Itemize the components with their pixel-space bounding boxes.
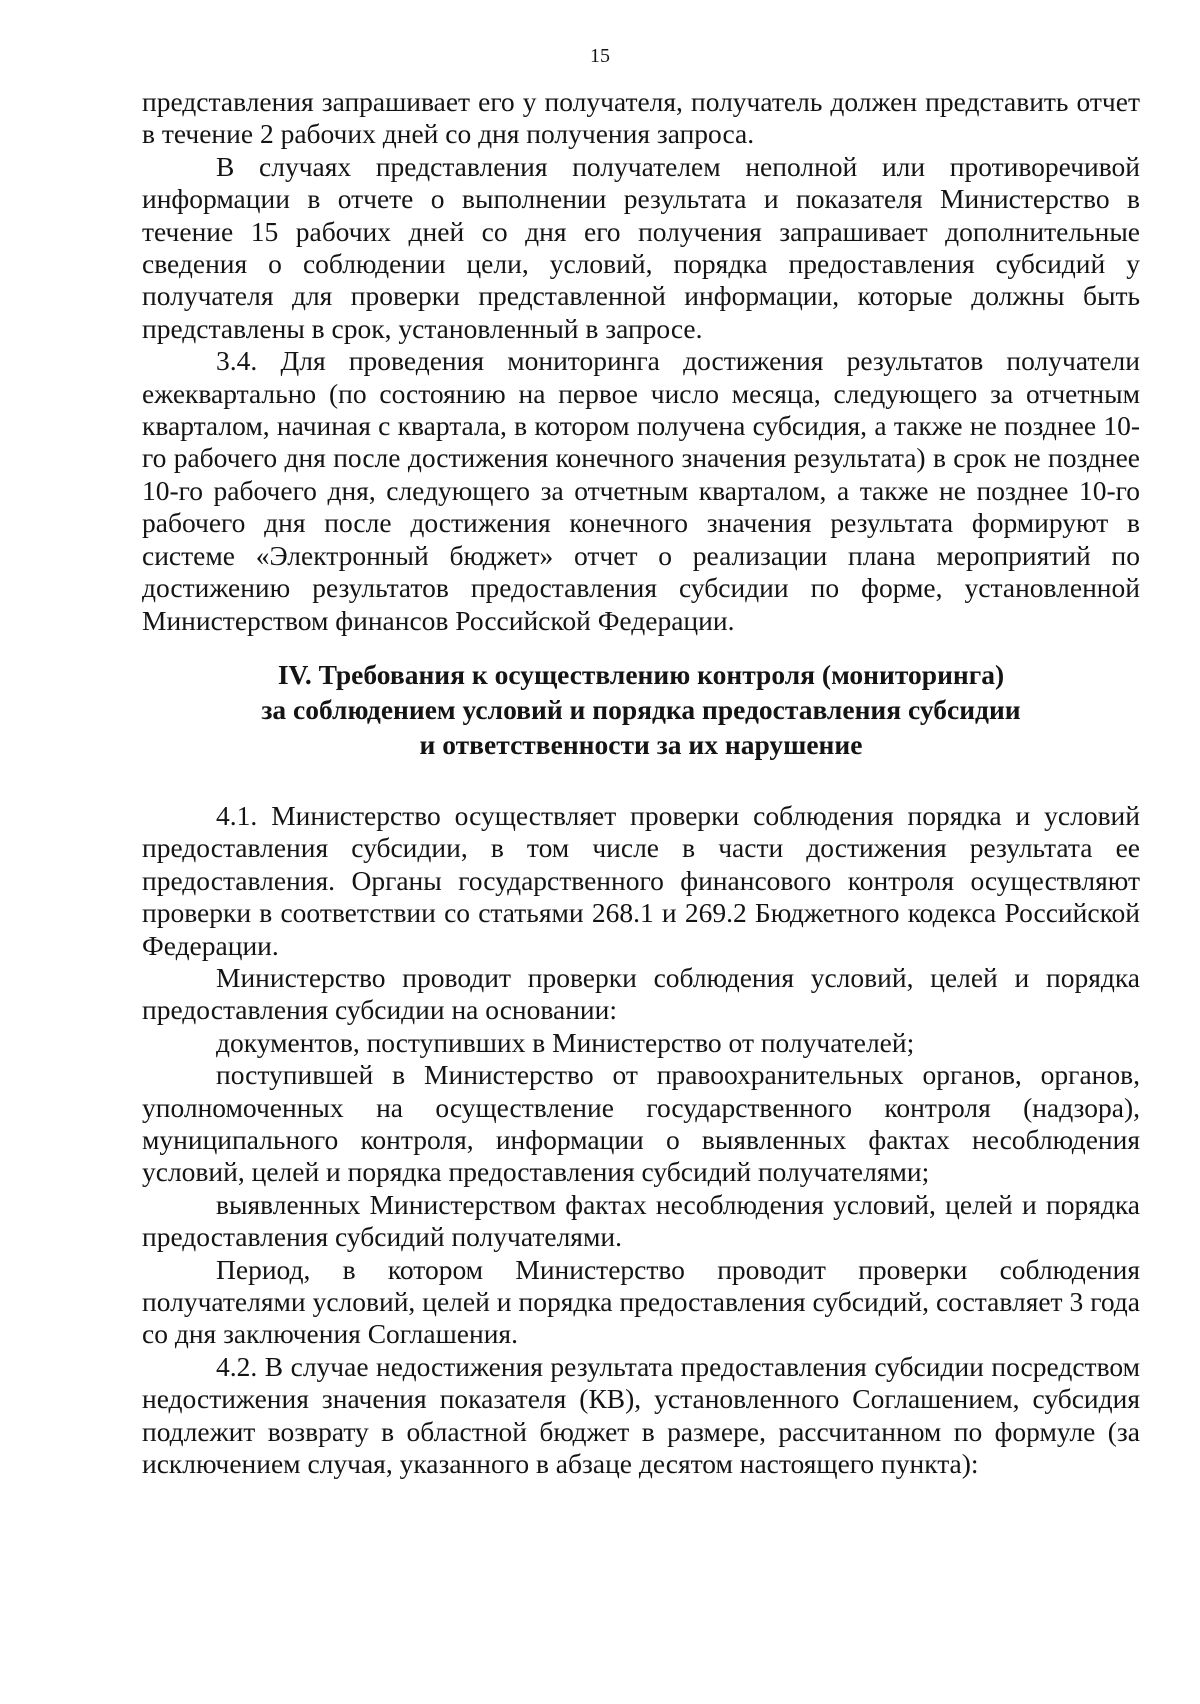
paragraph-check-period: Период, в котором Министерство проводит проверки соблюдения получателями условий, целей и порядка предоставления субсидий, составляет 3 года со дня заключения Соглашения.: [142, 1253, 1140, 1350]
paragraph-3-4: 3.4. Для проведения мониторинга достижения результатов получатели ежеквартально (по состоянию на первое число месяца, следующего за отчетным кварталом, начиная с квартала, в котором получена субсидия, а также не позднее 10-го рабочего дня после достижения конечного значения результата) в срок не позднее 10-го рабочего дня, следующего за отчетным кварталом, а также не позднее 10-го рабочего дня после достижения конечного значения результата формируют в системе «Электронный бюджет» отчет о реализации плана мероприятий по достижению результатов предоставления субсидии по форме, установленной Министерством финансов Российской Федерации.: [142, 345, 1140, 636]
section-heading-iv: [142, 657, 1140, 762]
paragraph-list-item-law-enforcement: поступившей в Министерство от правоохранительных органов, органов, уполномоченных на осуществление государственного контроля (надзора), муниципального контроля, информации о выявленных фактах несоблюдения условий, целей и порядка предоставления субсидий получателями;: [142, 1059, 1140, 1188]
paragraph-continuation: представления запрашивает его у получателя, получатель должен представить отчет в течение 2 рабочих дней со дня получения запроса.: [142, 86, 1140, 150]
paragraph-list-item-documents: документов, поступивших в Министерство от получателей;: [216, 1026, 915, 1058]
section-heading-line-2: за соблюдением условий и порядка предоставления субсидии: [261, 693, 1021, 725]
paragraph-checks-basis: Министерство проводит проверки соблюдения условий, целей и порядка предоставления субсидии на основании:: [142, 961, 1140, 1026]
paragraph-incomplete-info: В случаях представления получателем неполной или противоречивой информации в отчете о выполнении результата и показателя Министерство в течение 15 рабочих дней со дня его получения запрашивает дополнительные сведения о соблюдении цели, условий, порядка предоставления субсидий у получателя для проверки представленной информации, которые должны быть представлены в срок, установленный в запросе.: [142, 150, 1140, 344]
paragraph-4-2: 4.2. В случае недостижения результата предоставления субсидии посредством недостижения значения показателя (КВ), установленного Соглашением, субсидия подлежит возврату в областной бюджет в размере, рассчитанном по формуле (за исключением случая, указанного в абзаце десятом настоящего пункта):: [142, 1350, 1140, 1480]
section-heading-line-1: IV. Требования к осуществлению контроля (мониторинга): [277, 658, 1005, 690]
document-body: [142, 86, 1140, 1480]
paragraph-4-1: 4.1. Министерство осуществляет проверки соблюдения порядка и условий предоставления субсидии, в том числе в части достижения результата ее предоставления. Органы государственного финансового контроля осуществляют проверки в соответствии со статьями 268.1 и 269.2 Бюджетного кодекса Российской Федерации.: [142, 799, 1140, 961]
paragraph-list-item-ministry-facts: выявленных Министерством фактах несоблюдения условий, целей и порядка предоставления субсидий получателями.: [142, 1188, 1140, 1253]
section-heading-line-3: и ответственности за их нарушение: [419, 728, 863, 760]
page-number: 15: [590, 45, 610, 67]
